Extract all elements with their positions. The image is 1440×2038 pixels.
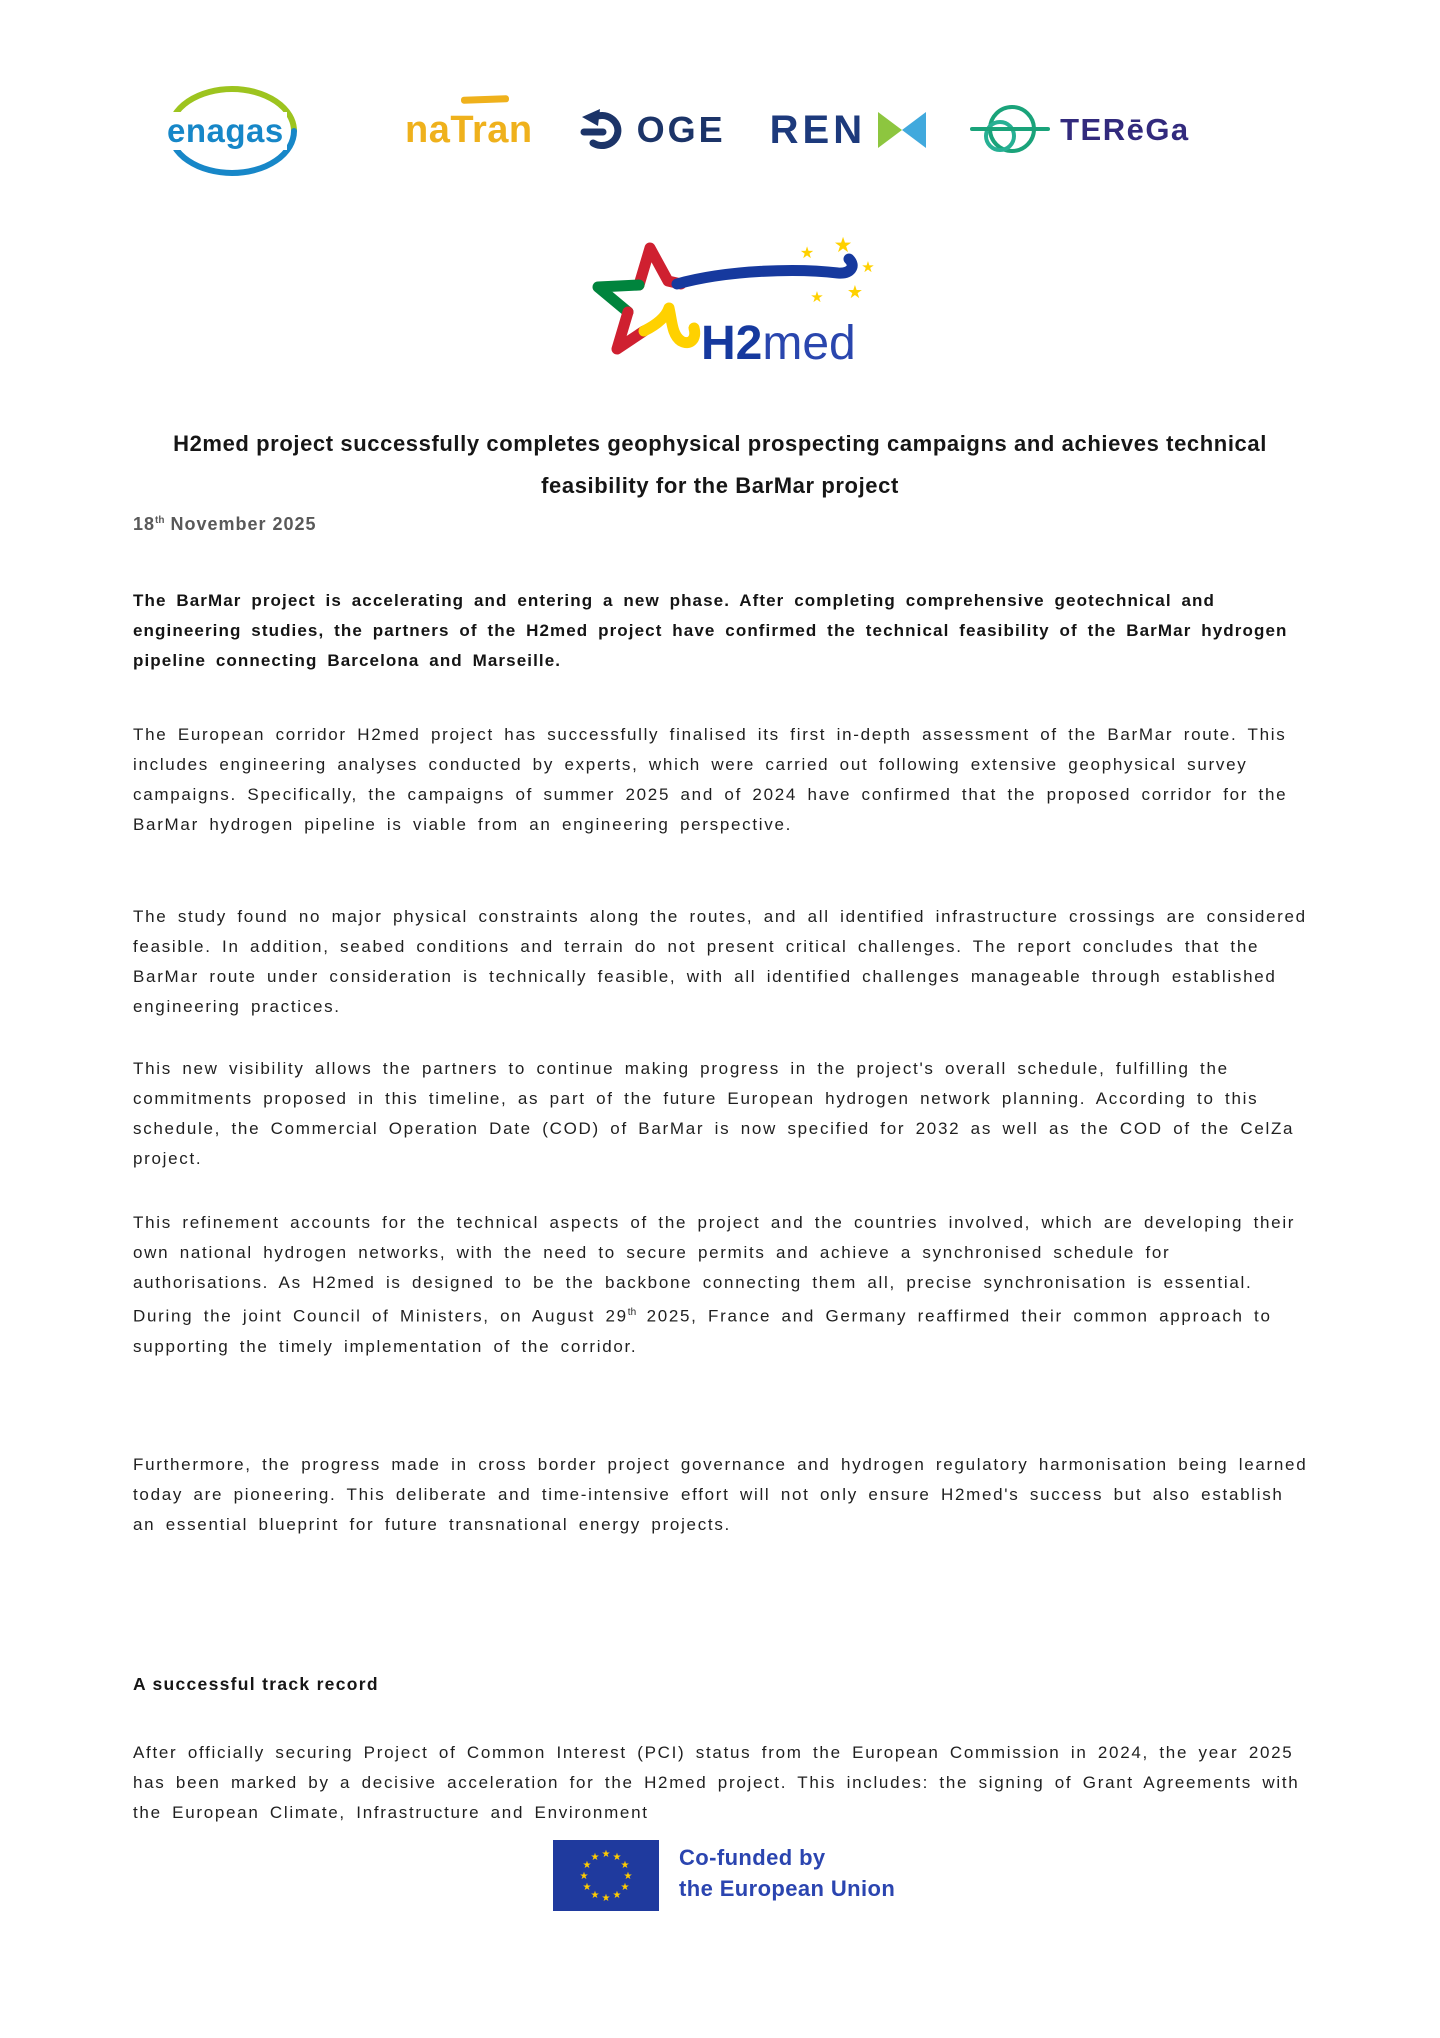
eu-flag-icon xyxy=(553,1840,659,1911)
h2med-logo xyxy=(555,228,885,383)
svg-text:★: ★ xyxy=(590,1852,600,1863)
lead-paragraph: The BarMar project is accelerating and entering a new phase. After completing comprehensive geotechnical and engineering studies, the partners of the H2med project have confirmed the technical feasibility of the BarMar hydrogen pipeline connecting Barcelona and Marseille. xyxy=(133,591,1288,670)
eu-cofunded-line1: Co-funded by xyxy=(679,1845,826,1870)
svg-text:★: ★ xyxy=(582,1882,592,1893)
enagas-logo xyxy=(156,82,361,178)
svg-text:★: ★ xyxy=(582,1860,592,1871)
natran-logo-label: naTran xyxy=(405,108,533,151)
eu-cofunded-text xyxy=(679,1840,895,1904)
h2med-wordmark xyxy=(701,316,856,371)
date-rest: November 2025 xyxy=(164,514,317,534)
svg-text:★: ★ xyxy=(623,1871,633,1882)
paragraph-furthermore: Furthermore, the progress made in cross border project governance and hydrogen regulatory harmonisation being learned today are pioneering. This deliberate and time-intensive effort will not only ensure H2med's success but also establish an essential blueprint for future transnational energy projects. xyxy=(133,1455,1308,1534)
natran-bar-icon xyxy=(461,95,509,104)
paragraph-refinement xyxy=(133,1208,1312,1362)
h2med-wordmark-bold: H2 xyxy=(701,317,763,370)
svg-text:★: ★ xyxy=(799,245,815,262)
terega-globe-icon xyxy=(970,98,1050,162)
ren-triangles-icon xyxy=(878,112,926,148)
oge-circular-arrow-icon xyxy=(577,106,625,154)
paragraph-study-findings: The study found no major physical constraints along the routes, and all identified infrastructure crossings are considered feasible. In addition, seabed conditions and terrain do not present critical challenges. The report concludes that the BarMar route under consideration is technically feasible, with all identified challenges manageable through established engineering practices. xyxy=(133,907,1307,1016)
paragraph-assessment: The European corridor H2med project has successfully finalised its first in-depth assessment of the BarMar route. This includes engineering analyses conducted by experts, which were carried out following extensive geophysical survey campaigns. Specifically, the campaigns of summer 2025 and of 2024 have confirmed that the proposed corridor for the BarMar hydrogen pipeline is viable from an engineering perspective. xyxy=(133,725,1288,834)
partner-logos-row xyxy=(156,82,1190,178)
page-title: H2med project successfully completes geophysical prospecting campaigns and achieves technical feasibility for the BarMar project xyxy=(173,430,1267,498)
refinement-ordinal: th xyxy=(627,1307,637,1318)
date-line xyxy=(133,514,317,535)
svg-text:★: ★ xyxy=(620,1882,630,1893)
date-day: 18 xyxy=(133,514,156,534)
svg-text:★: ★ xyxy=(601,1893,611,1904)
ren-logo xyxy=(770,100,926,160)
date-ordinal: th xyxy=(155,515,165,526)
eu-cofunded-line2: the European Union xyxy=(679,1876,896,1901)
natran-logo xyxy=(405,100,533,160)
svg-text:★: ★ xyxy=(846,282,864,302)
svg-text:★: ★ xyxy=(612,1852,622,1863)
svg-text:★: ★ xyxy=(833,234,853,257)
svg-text:★: ★ xyxy=(601,1849,611,1860)
section-heading-track-record: A successful track record xyxy=(133,1674,379,1694)
terega-logo-label: TERēGa xyxy=(1060,112,1190,147)
svg-text:★: ★ xyxy=(620,1860,630,1871)
svg-text:★: ★ xyxy=(861,259,875,276)
ren-logo-label: REN xyxy=(769,107,867,152)
svg-text:★: ★ xyxy=(612,1890,622,1901)
svg-text:★: ★ xyxy=(590,1890,600,1901)
terega-logo xyxy=(970,95,1190,165)
eu-cofunded-footer xyxy=(553,1840,895,1911)
oge-logo xyxy=(577,100,726,160)
paragraph-track-record: After officially securing Project of Common Interest (PCI) status from the European Commission in 2024, the year 2025 has been marked by a decisive acceleration for the H2med project. This includes: the signing of Grant Agreements with the European Climate, Infrastructure and Environment xyxy=(133,1743,1300,1822)
enagas-logo-label: enagas xyxy=(164,112,287,150)
paragraph-schedule-visibility: This new visibility allows the partners to continue making progress in the project's overall schedule, fulfilling the commitments proposed in this timeline, as part of the future European hydrogen network planning. According to this schedule, the Commercial Operation Date (COD) of BarMar is now specified for 2032 as well as the COD of the CelZa project. xyxy=(133,1059,1295,1168)
svg-text:★: ★ xyxy=(810,289,824,306)
svg-text:★: ★ xyxy=(579,1871,589,1882)
refinement-text-post: 2025, France and Germany reaffirmed their common approach to supporting the timely implementation of the corridor. xyxy=(133,1306,1272,1356)
refinement-text-pre: This refinement accounts for the technical aspects of the project and the countries involved, which are developing their own national hydrogen networks, with the need to secure permits and achieve a synchronised schedule for authorisations. As H2med is designed to be the backbone connecting them all, precise synchronisation is essential. During the joint Council of Ministers, on August 29 xyxy=(133,1213,1296,1326)
h2med-wordmark-light: med xyxy=(762,317,856,370)
oge-logo-label: OGE xyxy=(636,109,726,150)
